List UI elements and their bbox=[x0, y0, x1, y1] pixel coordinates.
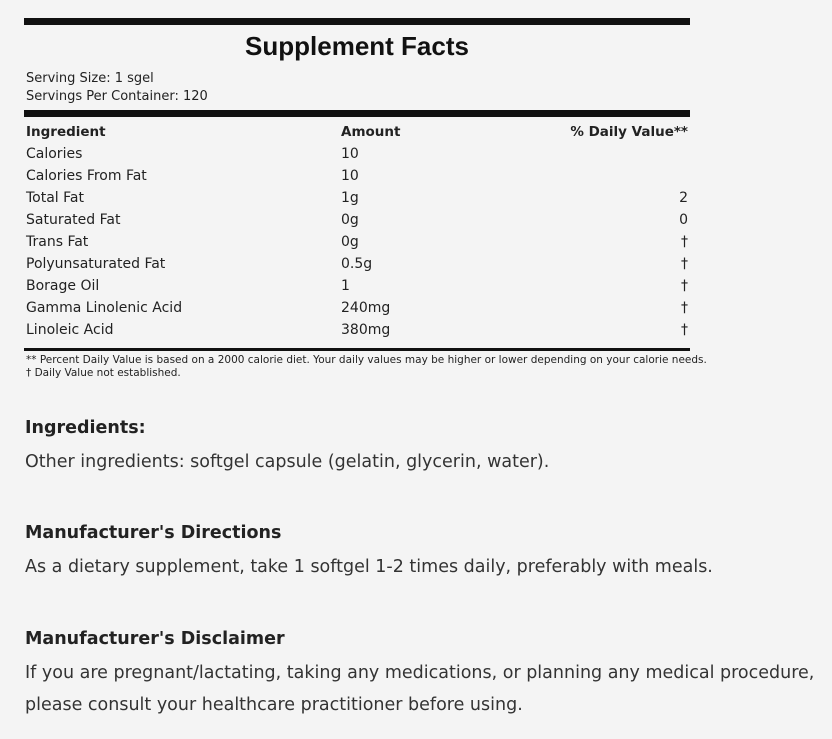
directions-section bbox=[25, 521, 815, 583]
serving-info bbox=[24, 70, 690, 106]
facts-title: Supplement Facts bbox=[245, 31, 469, 61]
row-amount: 240mg bbox=[341, 300, 391, 316]
directions-text: As a dietary supplement, take 1 softgel 1-2 times daily, preferably with meals. bbox=[25, 557, 713, 577]
header-ingredient: Ingredient bbox=[26, 124, 106, 140]
header-daily-value: % Daily Value** bbox=[570, 124, 688, 140]
row-amount: 1g bbox=[341, 190, 359, 206]
table-row bbox=[24, 187, 690, 209]
table-row bbox=[24, 253, 690, 275]
row-daily-value: 2 bbox=[679, 190, 688, 206]
ingredients-section bbox=[25, 416, 815, 478]
thick-divider bbox=[24, 110, 690, 117]
table-row bbox=[24, 165, 690, 187]
disclaimer-section bbox=[25, 627, 815, 721]
row-daily-value: † bbox=[681, 278, 688, 294]
row-ingredient: Total Fat bbox=[26, 190, 84, 206]
row-daily-value: † bbox=[681, 322, 688, 338]
table-row bbox=[24, 297, 690, 319]
row-amount: 380mg bbox=[341, 322, 391, 338]
row-daily-value: † bbox=[681, 234, 688, 250]
row-ingredient: Polyunsaturated Fat bbox=[26, 256, 166, 272]
bottom-divider bbox=[24, 348, 690, 351]
row-ingredient: Linoleic Acid bbox=[26, 322, 114, 338]
footnote-daily-value: ** Percent Daily Value is based on a 2000 calorie diet. Your daily values may be higher or lower depending on your calorie needs. bbox=[26, 354, 707, 366]
row-ingredient: Gamma Linolenic Acid bbox=[26, 300, 183, 316]
table-row bbox=[24, 143, 690, 165]
disclaimer-text: If you are pregnant/lactating, taking any medications, or planning any medical procedure, please consult your healthcare practitioner before using. bbox=[25, 663, 815, 715]
ingredients-heading: Ingredients: bbox=[25, 418, 146, 438]
ingredients-text: Other ingredients: softgel capsule (gelatin, glycerin, water). bbox=[25, 452, 550, 472]
row-ingredient: Saturated Fat bbox=[26, 212, 121, 228]
table-row bbox=[24, 275, 690, 297]
row-ingredient: Calories bbox=[26, 146, 83, 162]
row-amount: 0g bbox=[341, 234, 359, 250]
directions-heading: Manufacturer's Directions bbox=[25, 523, 282, 543]
supplement-facts-panel bbox=[24, 18, 707, 380]
row-amount: 10 bbox=[341, 146, 359, 162]
row-ingredient: Borage Oil bbox=[26, 278, 100, 294]
row-amount: 0g bbox=[341, 212, 359, 228]
table-header-row bbox=[24, 121, 690, 143]
servings-per-container: Servings Per Container: 120 bbox=[26, 89, 208, 104]
row-amount: 1 bbox=[341, 278, 350, 294]
serving-size: Serving Size: 1 sgel bbox=[26, 71, 154, 86]
table-row bbox=[24, 231, 690, 253]
row-amount: 10 bbox=[341, 168, 359, 184]
table-row bbox=[24, 319, 690, 341]
footnotes bbox=[24, 354, 707, 380]
disclaimer-heading: Manufacturer's Disclaimer bbox=[25, 629, 285, 649]
row-ingredient: Trans Fat bbox=[26, 234, 89, 250]
nutrient-table bbox=[24, 121, 690, 341]
row-amount: 0.5g bbox=[341, 256, 373, 272]
table-row bbox=[24, 209, 690, 231]
top-divider bbox=[24, 18, 690, 25]
header-amount: Amount bbox=[341, 124, 401, 140]
footnote-dagger: † Daily Value not established. bbox=[26, 367, 181, 379]
row-daily-value: † bbox=[681, 300, 688, 316]
row-ingredient: Calories From Fat bbox=[26, 168, 147, 184]
row-daily-value: 0 bbox=[679, 212, 688, 228]
row-daily-value: † bbox=[681, 256, 688, 272]
